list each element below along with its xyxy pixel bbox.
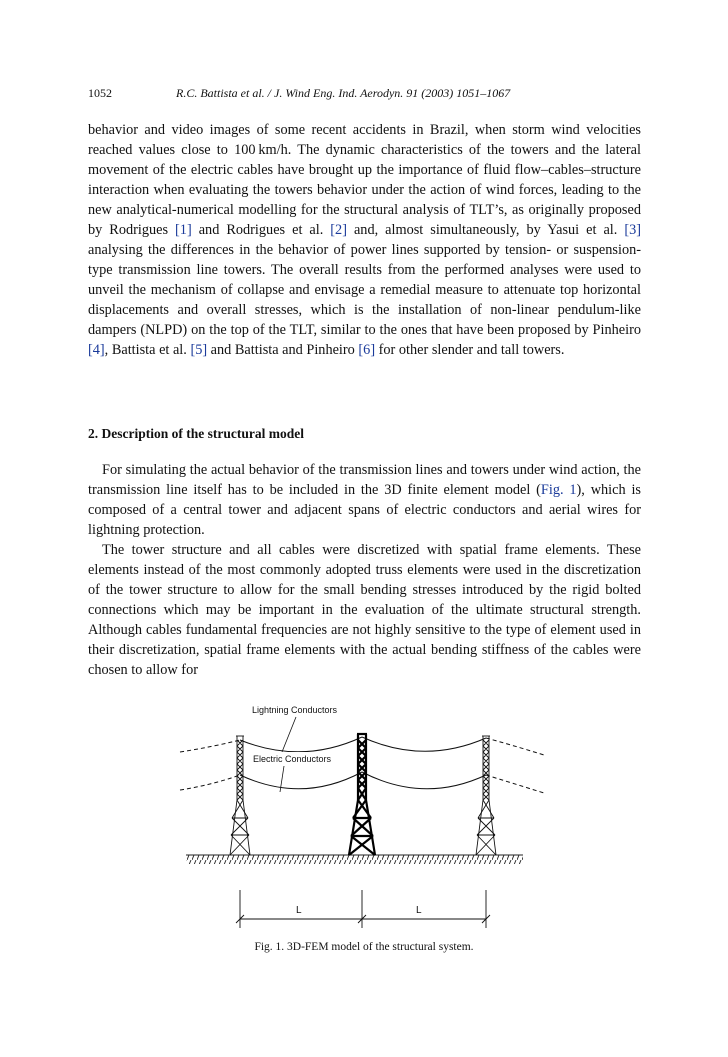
span-label-right: L	[416, 905, 422, 916]
citation-4[interactable]: [4]	[88, 342, 105, 358]
citation-1[interactable]: [1]	[175, 222, 192, 238]
span-dimension	[236, 890, 490, 928]
intro-text-1: behavior and video images of some recent accidents in Brazil, when storm wind velocities reached values close to 100 km/h. The dynamic characteristics of the towers and the lateral movement of the electric cables have brought up the importance of fluid flow–cables–structure interaction when evaluating the towers behavior under the action of wind forces, leading to the new analytical-numerical modelling for the structural analysis of TLT’s, as originally proposed by Rodrigues	[88, 122, 641, 238]
lightning-label: Lightning Conductors	[252, 705, 338, 715]
citation-6[interactable]: [6]	[358, 342, 376, 358]
intro-text-2: and Rodrigues et al.	[191, 222, 331, 238]
left-tower	[230, 736, 250, 855]
running-title: R.C. Battista et al. / J. Wind Eng. Ind. Aerodyn. 91 (2003) 1051–1067	[176, 86, 511, 100]
intro-text-4: analysing the differences in the behavior of power lines supported by tension- or suspension-type transmission line towers. The overall results from the performed analyses were used to unveil the mechanism of collapse and envisage a remedial measure to attenuate top horizontal displacements and overall stresses, which is the installation of non-linear pendulum-like dampers (NLPD) on the top of the TLT, similar to the ones that have been proposed by Pinheiro	[88, 242, 641, 338]
intro-text-3: and, almost simultaneously, by Yasui et al.	[346, 222, 625, 238]
electric-label: Electric Conductors	[253, 754, 332, 764]
span-label-left: L	[296, 905, 302, 916]
intro-text-6: and Battista and Pinheiro	[207, 342, 359, 358]
page-number: 1052	[88, 86, 112, 100]
central-tower	[349, 734, 375, 855]
ground-hatching	[186, 855, 523, 864]
tower-diagram	[172, 700, 552, 940]
section-heading: 2. Description of the structural model	[88, 426, 304, 441]
intro-paragraph	[88, 120, 641, 360]
section2-paragraph-1	[88, 460, 641, 540]
section2-paragraph-2: The tower structure and all cables were discretized with spatial frame elements. These elements instead of the most commonly adopted truss elements were used in the discretization of the tower structure to allow for the small bending stresses introduced by the rigid bolted connections which may be important in the evaluation of the ultimate structural strength. Although cables fundamental frequencies are not highly sensitive to the type of element used in their discretization, spatial frame elements with the actual bending stiffness of the cables were chosen to allow for	[88, 542, 641, 678]
figure-1	[172, 700, 552, 940]
figure-1-link[interactable]: Fig. 1	[540, 482, 577, 498]
figure-caption: Fig. 1. 3D-FEM model of the structural system.	[254, 941, 474, 953]
right-tower	[476, 736, 496, 855]
s2-text-a: For simulating the actual behavior of the transmission lines and towers under wind action, the transmission line itself has to be included in the 3D finite element model (	[88, 462, 641, 498]
citation-5[interactable]: [5]	[190, 342, 208, 358]
intro-text-5: , Battista et al.	[104, 342, 191, 358]
intro-text-7: for other slender and tall towers.	[375, 342, 565, 358]
citation-3[interactable]: [3]	[624, 222, 641, 238]
s2-text-b: ), which is composed of a central tower and adjacent spans of electric conductors and aerial wires for lightning protection.	[88, 482, 641, 538]
citation-2[interactable]: [2]	[330, 222, 347, 238]
